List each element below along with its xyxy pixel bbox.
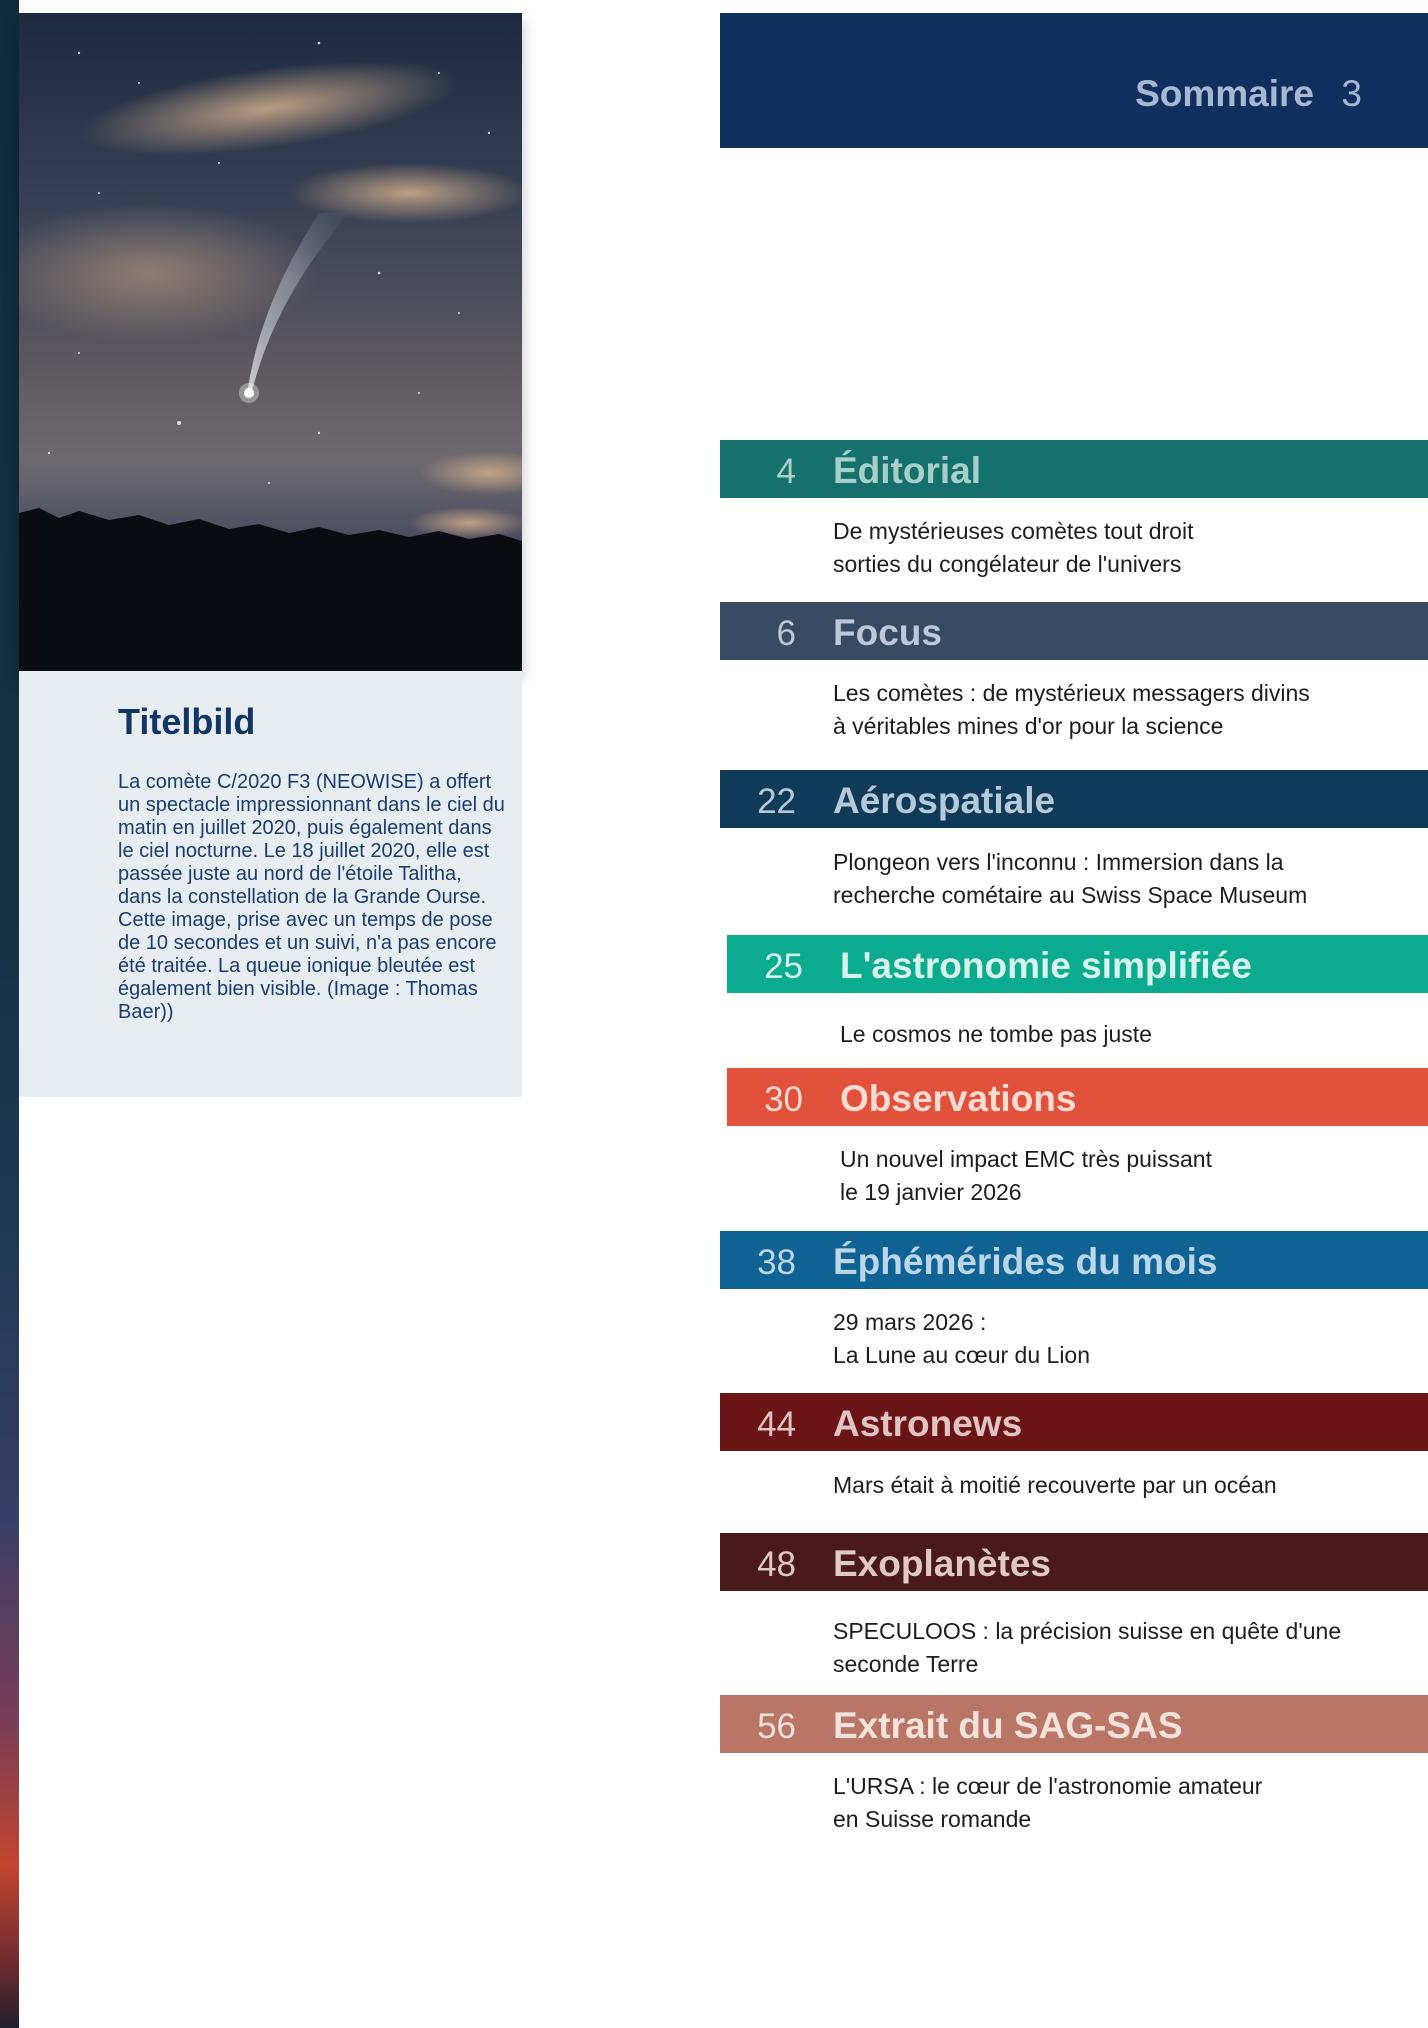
toc-section-title: Focus xyxy=(833,612,942,653)
toc-section-description: Un nouvel impact EMC très puissant le 19 janvier 2026 xyxy=(840,1146,1212,1205)
cover-caption-title: Titelbild xyxy=(118,701,256,742)
toc-section-title: Extrait du SAG-SAS xyxy=(833,1705,1183,1746)
cover-caption-text: La comète C/2020 F3 (NEOWISE) a offert un spectacle impressionnant dans le ciel du matin en juillet 2020, puis également dans le ciel nocturne. Le 18 juillet 2020, elle est passée juste au nord de l'étoile Talitha, dans la constellation de la Grande Ourse. Cette image, prise avec un temps de pose de 10 secondes et un suivi, n'a pas encore été traitée. La queue ionique bleutée est également bien visible. (Image : Thomas Baer)) xyxy=(118,771,505,1023)
toc-section-description: De mystérieuses comètes tout droit sorties du congélateur de l'univers xyxy=(833,518,1194,577)
toc-section-bar[interactable] xyxy=(720,440,1428,498)
toc-section-page: 56 xyxy=(757,1707,796,1746)
toc-section-description: SPECULOOS : la précision suisse en quête d'une seconde Terre xyxy=(833,1618,1342,1677)
toc-section-description: Le cosmos ne tombe pas juste xyxy=(840,1021,1152,1047)
toc-section-title: Exoplanètes xyxy=(833,1543,1051,1584)
toc-section-page: 30 xyxy=(764,1080,803,1119)
toc-section-title: Observations xyxy=(840,1078,1077,1119)
toc-section-bar[interactable] xyxy=(727,935,1428,993)
cover-photo xyxy=(19,13,522,671)
toc-section-title: Aérospatiale xyxy=(833,780,1056,821)
toc-section-title: Éphémérides du mois xyxy=(833,1241,1218,1282)
page-edge-strip xyxy=(0,0,19,2028)
toc-section-description: L'URSA : le cœur de l'astronomie amateur en Suisse romande xyxy=(833,1773,1263,1832)
toc-section-title: Astronews xyxy=(833,1403,1023,1444)
toc-section-bar[interactable] xyxy=(720,1695,1428,1753)
toc-section-bar[interactable] xyxy=(720,1231,1428,1289)
header-bar xyxy=(720,13,1428,148)
page-number: 3 xyxy=(1341,73,1362,114)
toc-section-page: 4 xyxy=(776,452,796,491)
toc-section-page: 22 xyxy=(757,782,796,821)
toc-section-page: 48 xyxy=(757,1545,796,1584)
toc-section-description: 29 mars 2026 : La Lune au cœur du Lion xyxy=(833,1309,1091,1368)
toc-section-page: 25 xyxy=(764,947,803,986)
toc-section-page: 38 xyxy=(757,1243,796,1282)
toc-section-page: 44 xyxy=(757,1405,796,1444)
toc-section-bar[interactable] xyxy=(720,1533,1428,1591)
toc-section-bar[interactable] xyxy=(727,1068,1428,1126)
toc-section-description: Les comètes : de mystérieux messagers divins à véritables mines d'or pour la science xyxy=(833,680,1310,739)
toc-section-title: L'astronomie simplifiée xyxy=(840,945,1252,986)
toc-section-bar[interactable] xyxy=(720,602,1428,660)
toc-section-title: Éditorial xyxy=(833,450,982,491)
toc-section-description: Mars était à moitié recouverte par un océan xyxy=(833,1472,1277,1498)
cover-caption xyxy=(19,671,522,1097)
toc-section-bar[interactable] xyxy=(720,1393,1428,1451)
comet-image xyxy=(19,13,522,671)
toc-section-bar[interactable] xyxy=(720,770,1428,828)
toc-section-description: Plongeon vers l'inconnu : Immersion dans la recherche cométaire au Swiss Space Museum xyxy=(833,849,1308,908)
toc-section-page: 6 xyxy=(776,614,796,653)
page-title: Sommaire xyxy=(1135,73,1314,114)
